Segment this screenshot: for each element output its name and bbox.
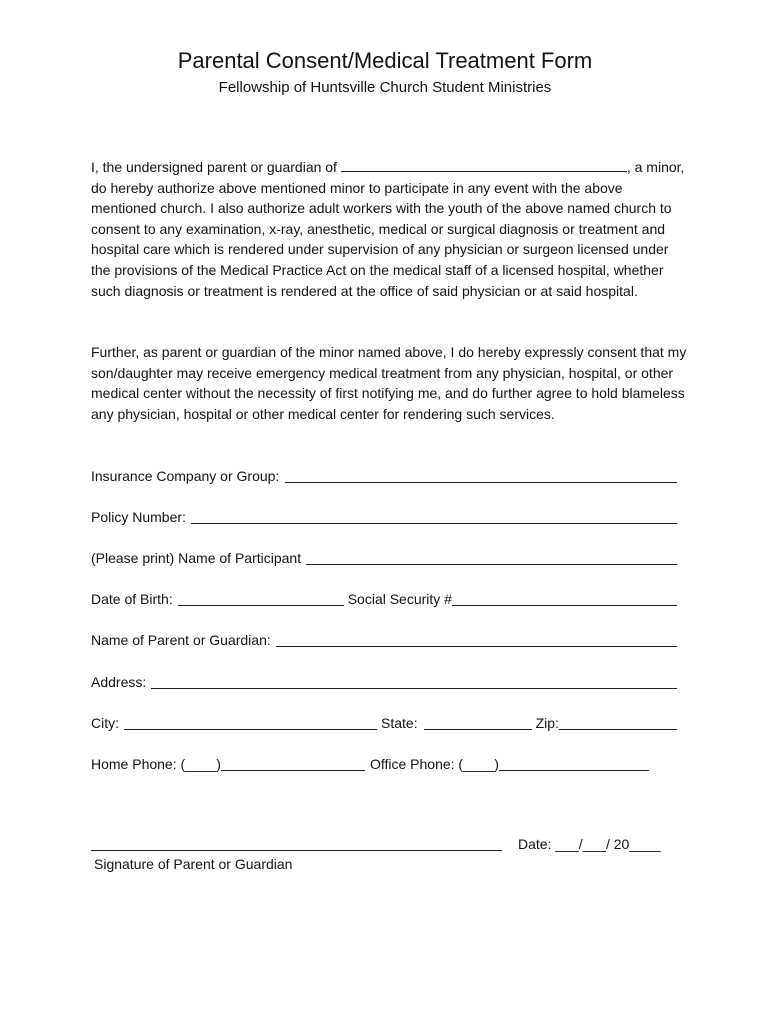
date-field[interactable]: Date: ___/___/ 20____ [518,836,661,852]
city-field[interactable] [124,715,377,730]
insurance-row [91,464,677,486]
ssn-label: Social Security # [347,591,452,607]
office-phone-label: Office Phone: (____) [369,756,499,772]
ssn-field[interactable] [452,591,677,606]
form-subtitle: Fellowship of Huntsville Church Student Ministries [218,79,552,96]
signature-field[interactable] [91,850,502,851]
zip-field[interactable] [559,715,677,730]
participant-field[interactable] [306,550,677,565]
address-field[interactable] [151,674,677,689]
dob-field[interactable] [178,591,344,606]
policy-label: Policy Number: [91,509,186,525]
city-label: City: [91,715,119,731]
state-label: State: [381,715,418,731]
consent-body: , a minor, do hereby authorize above mentioned minor to participate in any event with the above mentioned church. I also authorize adult workers with the youth of the above named church to consent to any examination, x-ray, anesthetic, medical or surgical diagnosis or treatment and hospital care which is rendered under supervision of any physician or surgeon licensed under the provisions of the Medical Practice Act on the medical staff of a licensed hospital, whether such diagnosis or treatment is rendered at the office of said physician or at said hospital. [91,159,685,299]
minor-name-field[interactable] [341,157,627,172]
city-state-zip-row [91,711,677,733]
participant-row [91,546,677,568]
state-field[interactable] [424,715,532,730]
dob-label: Date of Birth: [91,591,173,607]
consent-paragraph [91,157,691,301]
insurance-label: Insurance Company or Group: [91,468,280,484]
home-phone-field[interactable] [221,756,365,771]
parent-label: Name of Parent or Guardian: [91,632,271,648]
phone-row [91,752,677,774]
insurance-field[interactable] [285,468,677,483]
emergency-paragraph: Further, as parent or guardian of the minor named above, I do hereby expressly consent that my son/daughter may receive emergency medical treatment from any physician, hospital, or other medical center without the necessity of first notifying me, and do further agree to hold blameless any physician, hospital or other medical center for rendering such services. [91,344,687,422]
office-phone-field[interactable] [499,756,649,771]
policy-field[interactable] [191,509,677,524]
dob-ssn-row [91,587,677,609]
zip-label: Zip: [535,715,559,731]
signature-label: Signature of Parent or Guardian [94,856,293,872]
consent-lead: I, the undersigned parent or guardian of [91,159,337,175]
address-row [91,670,677,692]
form-title: Parental Consent/Medical Treatment Form [177,48,593,73]
parent-field[interactable] [276,632,677,647]
participant-label: (Please print) Name of Participant [91,550,302,566]
home-phone-label: Home Phone: (____) [91,756,221,772]
address-label: Address: [91,674,147,690]
parent-row [91,628,677,650]
policy-row [91,505,677,527]
